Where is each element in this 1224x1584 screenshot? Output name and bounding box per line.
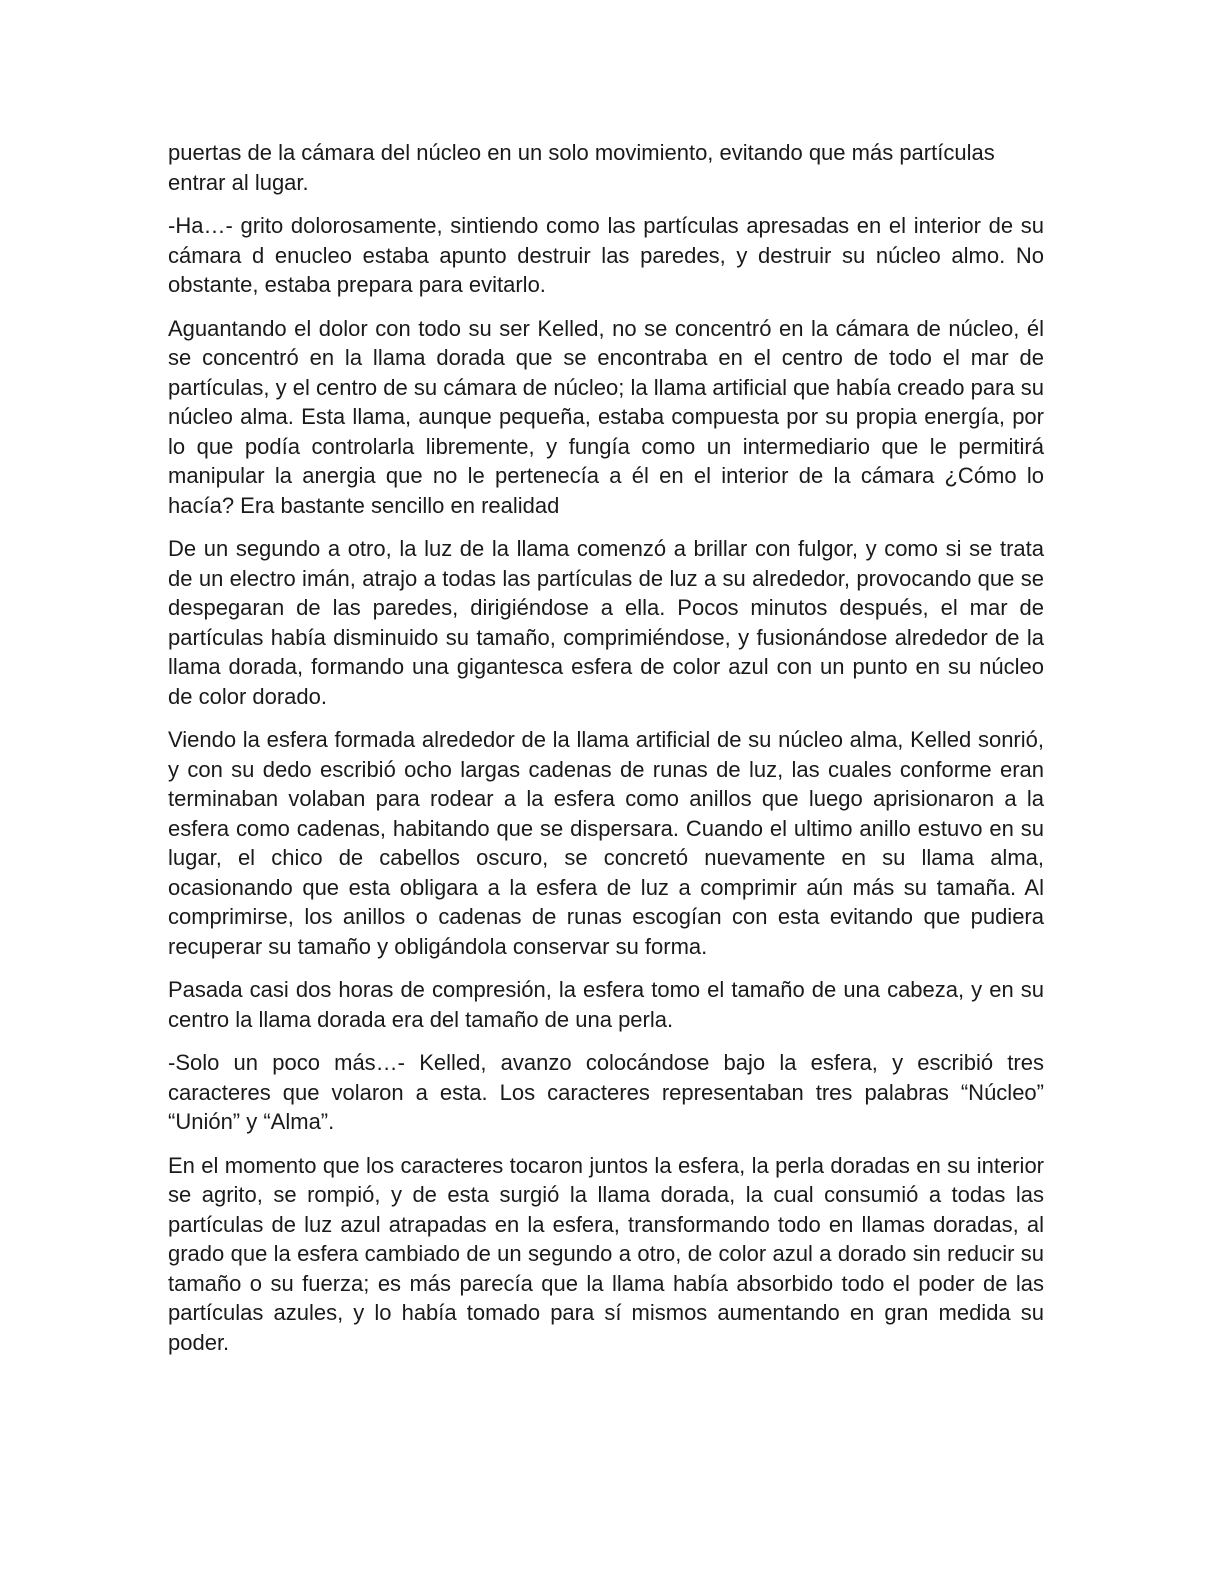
document-page — [168, 138, 1044, 1371]
paragraph-7: -Solo un poco más…- Kelled, avanzo colocándose bajo la esfera, y escribió tres caracteres que volaron a esta. Los caracteres representaban tres palabras “Núcleo” “Unión” y “Alma”. — [168, 1050, 1044, 1134]
paragraph-8: En el momento que los caracteres tocaron juntos la esfera, la perla doradas en su interior se agrito, se rompió, y de esta surgió la llama dorada, la cual consumió a todas las partículas de luz azul atrapadas en la esfera, transformando todo en llamas doradas, al grado que la esfera cambiado de un segundo a otro, de color azul a dorado sin reducir su tamaño o su fuerza; es más parecía que la llama había absorbido todo el poder de las partículas azules, y lo había tomado para sí mismos aumentando en gran medida su poder. — [168, 1152, 1044, 1355]
paragraph-2: -Ha…- grito dolorosamente, sintiendo como las partículas apresadas en el interior de su cámara d enucleo estaba apunto destruir las paredes, y destruir su núcleo almo. No obstante, estaba prepara para evitarlo. — [168, 213, 1044, 297]
paragraph-1: puertas de la cámara del núcleo en un solo movimiento, evitando que más partículas entrar al lugar. — [168, 140, 995, 195]
paragraph-4: De un segundo a otro, la luz de la llama comenzó a brillar con fulgor, y como si se trata de un electro imán, atrajo a todas las partículas de luz a su alrededor, provocando que se despegaran de las paredes, dirigiéndose a ella. Pocos minutos después, el mar de partículas había disminuido su tamaño, comprimiéndose, y fusionándose alrededor de la llama dorada, formando una gigantesca esfera de color azul con un punto en su núcleo de color dorado. — [168, 536, 1044, 709]
paragraph-5: Viendo la esfera formada alrededor de la llama artificial de su núcleo alma, Kelled sonrió, y con su dedo escribió ocho largas cadenas de runas de luz, las cuales conforme eran terminaban volaban para rodear a la esfera como anillos que luego aprisionaron a la esfera como cadenas, habitando que se dispersara. Cuando el ultimo anillo estuvo en su lugar, el chico de cabellos oscuro, se concretó nuevamente en su llama alma, ocasionando que esta obligara a la esfera de luz a comprimir aún más su tamaña. Al comprimirse, los anillos o cadenas de runas escogían con esta evitando que pudiera recuperar su tamaño y obligándola conservar su forma. — [168, 727, 1044, 959]
paragraph-6: Pasada casi dos horas de compresión, la esfera tomo el tamaño de una cabeza, y en su centro la llama dorada era del tamaño de una perla. — [168, 977, 1044, 1032]
paragraph-3: Aguantando el dolor con todo su ser Kelled, no se concentró en la cámara de núcleo, él se concentró en la llama dorada que se encontraba en el centro de todo el mar de partículas, y el centro de su cámara de núcleo; la llama artificial que había creado para su núcleo alma. Esta llama, aunque pequeña, estaba compuesta por su propia energía, por lo que podía controlarla libremente, y fungía como un intermediario que le permitirá manipular la anergia que no le pertenecía a él en el interior de la cámara ¿Cómo lo hacía? Era bastante sencillo en realidad — [168, 315, 1044, 518]
